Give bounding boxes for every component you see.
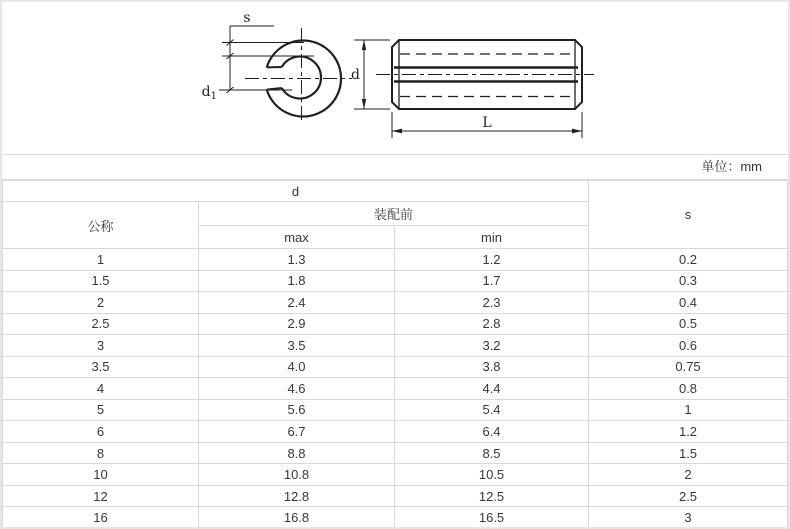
cell-s: 0.5 [589, 313, 788, 335]
cell-max: 8.8 [199, 442, 395, 464]
cell-s: 0.6 [589, 335, 788, 357]
cell-s: 2.5 [589, 485, 788, 507]
cell-nominal: 6 [3, 421, 199, 443]
cell-nominal: 3.5 [3, 356, 199, 378]
cell-max: 2.9 [199, 313, 395, 335]
table-row [3, 249, 788, 271]
cell-max: 6.7 [199, 421, 395, 443]
cell-nominal: 16 [3, 507, 199, 529]
table-row [3, 485, 788, 507]
table-row [3, 335, 788, 357]
cell-nominal: 10 [3, 464, 199, 486]
cell-max: 2.4 [199, 292, 395, 314]
cell-min: 3.8 [395, 356, 589, 378]
header-s: s [589, 181, 788, 249]
cell-max: 4.6 [199, 378, 395, 400]
spec-table-header [3, 181, 788, 249]
cell-min: 5.4 [395, 399, 589, 421]
cell-min: 3.2 [395, 335, 589, 357]
cell-max: 3.5 [199, 335, 395, 357]
d-dim-label: d [351, 67, 360, 83]
cell-max: 12.8 [199, 485, 395, 507]
cell-min: 1.2 [395, 249, 589, 271]
cell-s: 3 [589, 507, 788, 529]
table-row [3, 378, 788, 400]
unit-label: 单位：mm [701, 159, 762, 174]
ring-slot-lower-edge [267, 88, 282, 90]
cell-s: 0.8 [589, 378, 788, 400]
spec-table [2, 180, 788, 529]
L-arrow-left [392, 129, 402, 134]
table-row [3, 507, 788, 529]
cell-s: 1 [589, 399, 788, 421]
front-view [202, 10, 352, 124]
cell-nominal: 1 [3, 249, 199, 271]
header-min: min [395, 226, 589, 249]
header-before-assembly: 装配前 [199, 202, 589, 226]
cell-nominal: 3 [3, 335, 199, 357]
cell-nominal: 1.5 [3, 270, 199, 292]
header-max: max [199, 226, 395, 249]
cell-min: 4.4 [395, 378, 589, 400]
cell-min: 2.8 [395, 313, 589, 335]
d-arrow-top [362, 40, 366, 50]
s-dim-label: s [243, 10, 251, 26]
header-nominal: 公称 [3, 202, 199, 249]
cell-nominal: 4 [3, 378, 199, 400]
cell-max: 4.0 [199, 356, 395, 378]
cell-s: 2 [589, 464, 788, 486]
cell-min: 10.5 [395, 464, 589, 486]
table-row [3, 313, 788, 335]
cell-s: 0.3 [589, 270, 788, 292]
table-row [3, 442, 788, 464]
table-row [3, 464, 788, 486]
cell-s: 0.2 [589, 249, 788, 271]
cell-max: 1.3 [199, 249, 395, 271]
side-view [351, 40, 594, 138]
cell-min: 6.4 [395, 421, 589, 443]
unit-row [2, 155, 788, 180]
cell-max: 10.8 [199, 464, 395, 486]
spec-table-body [3, 249, 788, 529]
cell-nominal: 5 [3, 399, 199, 421]
cell-s: 0.75 [589, 356, 788, 378]
cell-nominal: 2.5 [3, 313, 199, 335]
table-row [3, 356, 788, 378]
d1-dim-label: $d_1$ [201, 84, 217, 102]
cell-min: 16.5 [395, 507, 589, 529]
technical-drawing-section [2, 2, 788, 155]
header-d-group: d [3, 181, 589, 202]
cell-max: 16.8 [199, 507, 395, 529]
L-dim-label: L [482, 115, 492, 131]
cell-min: 1.7 [395, 270, 589, 292]
d-arrow-bottom [362, 99, 366, 109]
table-row [3, 399, 788, 421]
cell-min: 8.5 [395, 442, 589, 464]
table-row [3, 292, 788, 314]
L-arrow-right [572, 129, 582, 134]
cell-nominal: 8 [3, 442, 199, 464]
cell-min: 2.3 [395, 292, 589, 314]
cell-min: 12.5 [395, 485, 589, 507]
cell-s: 0.4 [589, 292, 788, 314]
table-row [3, 270, 788, 292]
cell-max: 5.6 [199, 399, 395, 421]
cell-max: 1.8 [199, 270, 395, 292]
table-row [3, 421, 788, 443]
cell-nominal: 2 [3, 292, 199, 314]
technical-drawing [2, 2, 788, 154]
cell-s: 1.5 [589, 442, 788, 464]
cell-s: 1.2 [589, 421, 788, 443]
cell-nominal: 12 [3, 485, 199, 507]
